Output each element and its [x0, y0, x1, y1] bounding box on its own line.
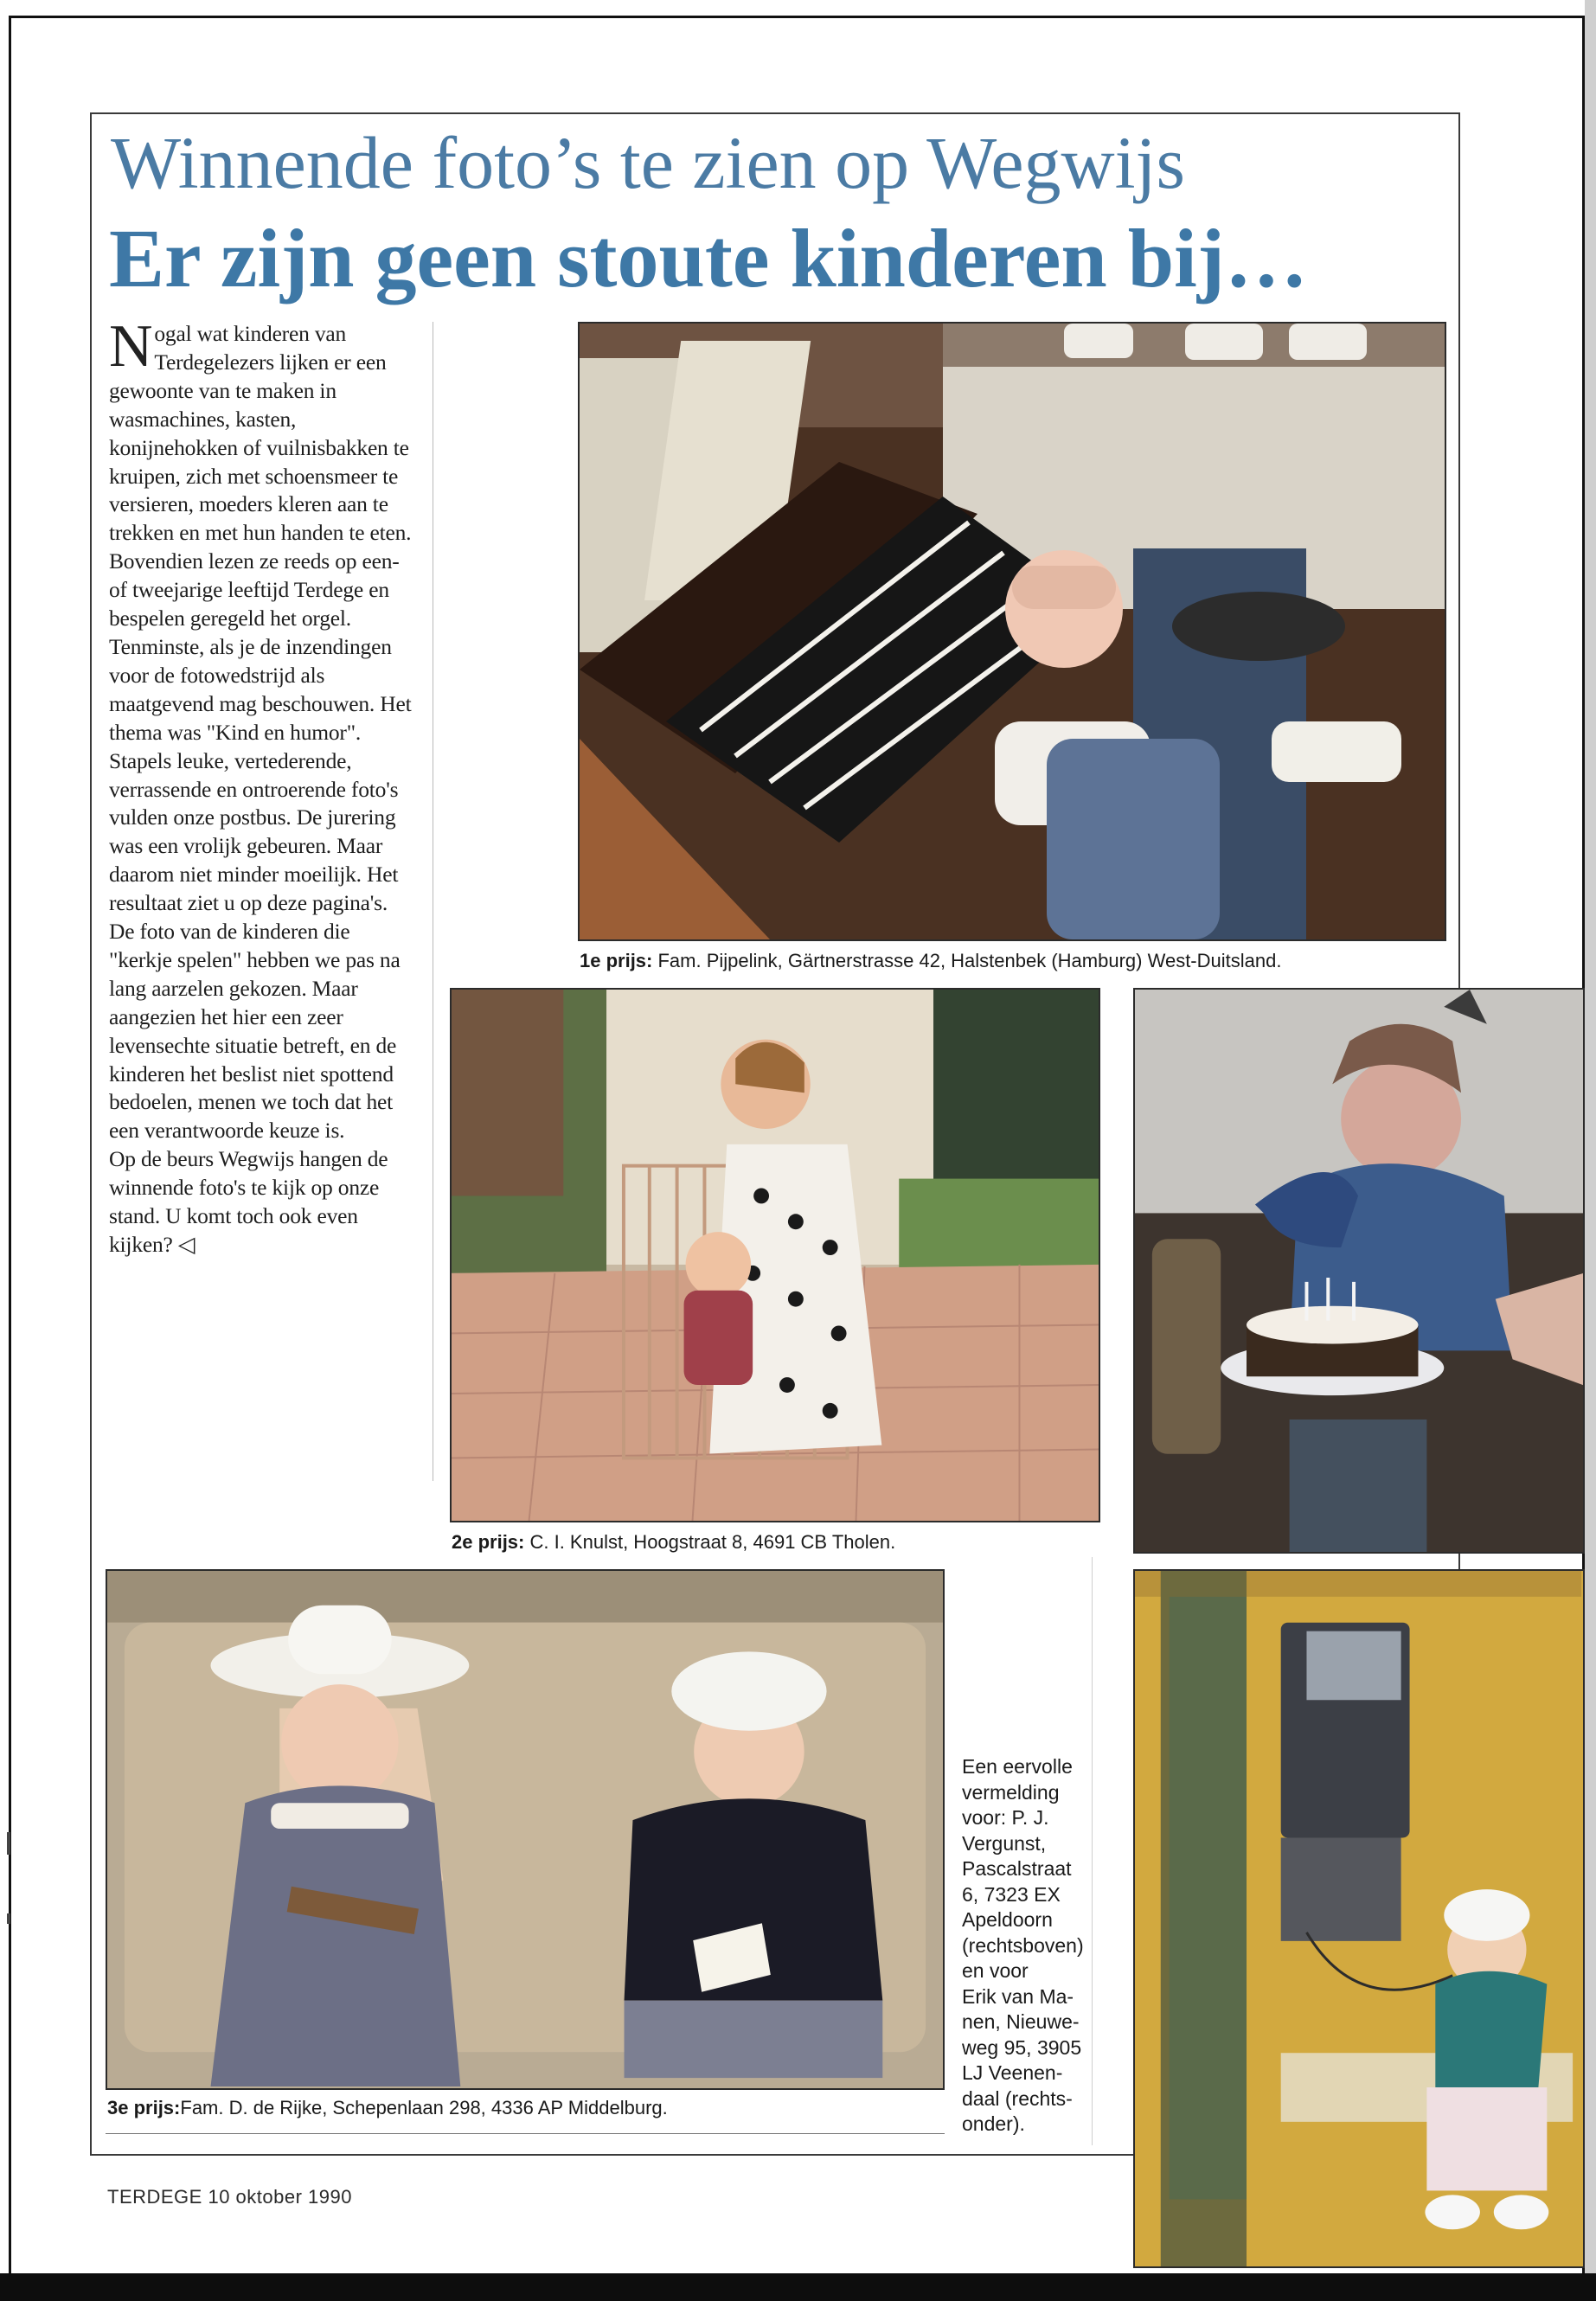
page-bottom-bar	[0, 2273, 1596, 2301]
page-footer: TERDEGE 10 oktober 1990	[107, 2186, 352, 2208]
main-headline: Er zijn geen stoute kinderen bij…	[109, 212, 1308, 304]
caption-third-prize	[107, 2097, 668, 2119]
photo-birthday-child	[1133, 988, 1585, 1554]
kicker-headline: Winnende foto’s te zien op Wegwijs	[111, 121, 1185, 204]
caption-second-prize	[452, 1531, 895, 1554]
caption-text: Fam. D. de Rijke, Schepenlaan 298, 4336 AP Middelburg.	[180, 2097, 668, 2118]
scan-margin-strip	[1585, 0, 1596, 2301]
honorable-mention-note: Een eervolle vermelding voor: P. J. Vergunst, Pascalstraat 6, 7323 EX Apeldoorn (rechtsboven) en voor Erik van Ma- nen, Nieuwe- weg 95, 3905 LJ Veenen- daal (rechts- onder).	[962, 1755, 1084, 2135]
caption-label: 3e prijs:	[107, 2097, 181, 2118]
photo-child-in-cage	[450, 988, 1100, 1522]
caption-label: 2e prijs:	[452, 1531, 525, 1553]
caption-rule	[106, 2133, 945, 2134]
drop-cap: N	[109, 313, 153, 380]
photo-toddler-phone-booth	[1133, 1569, 1585, 2268]
paragraph-1-text: ogal wat kinderen van Terdegelezers lijken er een gewoonte van te maken in wasmachines, kasten, konijnehokken of vuilnisbakken te kruipen, zich met schoensmeer te versieren, moeders kleren aan te trekken en met hun handen te eten. Bovendien lezen ze reeds op een- of tweejarige leeftijd Terdege en bespelen geregeld het orgel. Tenminste, als je de inzendingen voor de fotowedstrijd als maatgevend mag beschouwen. Het thema was "Kind en humor". Stapels leuke, vertederende, verrassende en ontroerende foto's vulden onze postbus. De jurering was een vrolijk gebeuren. Maar daarom niet minder moeilijk. Het resultaat ziet u op deze pagina's. De foto van de kinderen die "kerkje spelen" hebben we pas na lang aarzelen gekozen. Maar aangezien het hier een zeer levensechte situatie betreft, en de kinderen het beslist niet spottend bedoelen, menen we toch dat het een verantwoorde keuze is.	[109, 321, 412, 1144]
margin-mark	[7, 1913, 10, 1924]
caption-first-prize	[580, 950, 1281, 972]
page-top-edge	[9, 16, 1585, 18]
caption-text: Fam. Pijpelink, Gärtnerstrasse 42, Halstenbek (Hamburg) West-Duitsland.	[652, 950, 1282, 971]
caption-label: 1e prijs:	[580, 950, 653, 971]
paragraph-1	[109, 313, 413, 1145]
side-rule	[1092, 1557, 1093, 2145]
margin-mark	[7, 1832, 10, 1855]
photo-baby-at-organ	[578, 322, 1446, 941]
paragraph-2: Op de beurs Wegwijs hangen de winnende foto's te kijk op onze stand. U komt toch ook even kijken? ◁	[109, 1146, 388, 1257]
caption-text: C. I. Knulst, Hoogstraat 8, 4691 CB Tholen.	[524, 1531, 896, 1553]
article-body	[109, 313, 413, 1259]
photo-children-reading	[106, 1569, 945, 2090]
page-left-edge	[9, 16, 11, 2284]
